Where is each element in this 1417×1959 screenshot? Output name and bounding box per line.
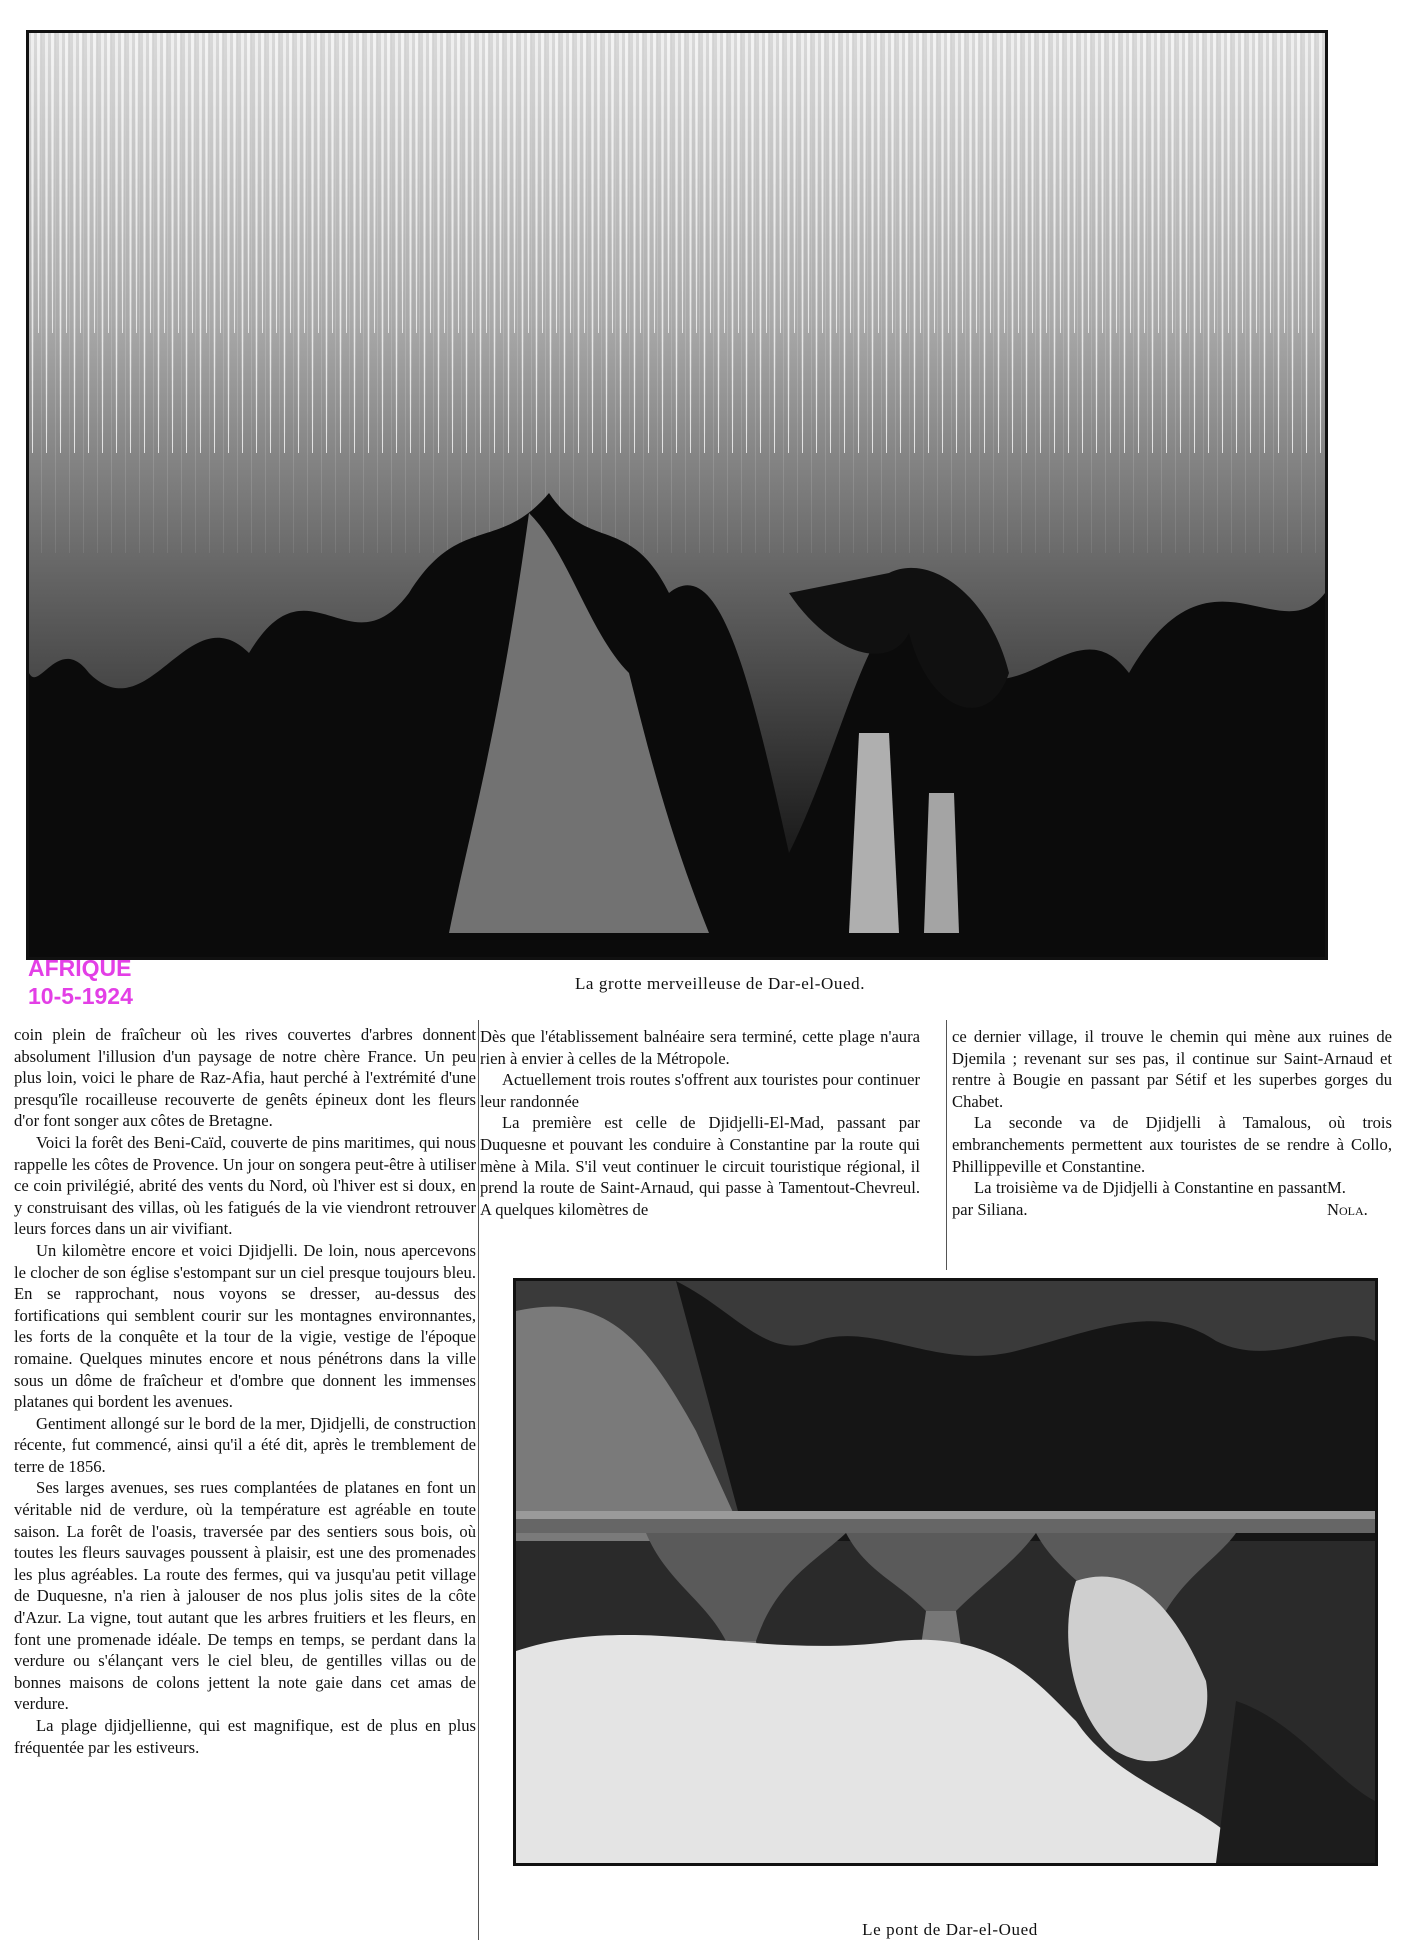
column-divider: [946, 1020, 947, 1270]
paragraph: coin plein de fraîcheur où les rives couvertes d'arbres donnent absolument l'illusion d'un paysage de notre chère France. Un peu plus loin, voici le phare de Raz-Afia, haut perché à l'extrémité d'une presqu'île rocailleuse recouverte de genêts épineux dont les fleurs d'or font songer aux côtes de Bretagne.: [14, 1025, 476, 1131]
cave-stalactites-image: [29, 33, 1325, 957]
paragraph: Actuellement trois routes s'offrent aux touristes pour continuer leur randonnée: [480, 1070, 920, 1111]
author-signature: M. Nola.: [1327, 1178, 1368, 1219]
bridge-photo: [513, 1278, 1378, 1866]
paragraph: La plage djidjellienne, qui est magnifique, est de plus en plus fréquentée par les estiveurs.: [14, 1716, 476, 1757]
paragraph: La troisième va de Djidjelli à Constantine en passant par Siliana.: [952, 1178, 1328, 1219]
cave-photo: [26, 30, 1328, 960]
paragraph: Voici la forêt des Beni-Caïd, couverte de pins maritimes, qui nous rappelle les côtes de Provence. Un jour on songera peut-être à utiliser ce coin privilégié, abrité des vents du Nord, où l'hiver est si doux, en y construisant des villas, où les fatigués de la vie viendront retrouver leurs forces dans un air vivifiant.: [14, 1132, 476, 1239]
column-divider: [478, 1020, 479, 1940]
archive-stamp-region: AFRIQUE: [28, 955, 132, 981]
paragraph: ce dernier village, il trouve le chemin qui mène aux ruines de Djemila ; revenant sur ses pas, il continue sur Saint-Arnaud et rentre à Bougie en passant par Sétif et les superbes gorges du Chabet.: [952, 1027, 1392, 1111]
cave-caption: La grotte merveilleuse de Dar-el-Oued.: [574, 974, 866, 993]
paragraph: Gentiment allongé sur le bord de la mer, Djidjelli, de construction récente, fut commencé, ainsi qu'il a été dit, après le tremblement de terre de 1856.: [14, 1413, 476, 1476]
bridge-caption: Le pont de Dar-el-Oued: [862, 1920, 1038, 1939]
paragraph: La première est celle de Djidjelli-El-Mad, passant par Duquesne et pouvant les conduire à Constantine par la route qui mène à Mila. S'il veut continuer le circuit touristique régional, il prend la route de Saint-Arnaud, qui passe à Tamentout-Chevreul. A quelques kilomètres de: [480, 1113, 920, 1219]
paragraph: Un kilomètre encore et voici Djidjelli. De loin, nous apercevons le clocher de son église s'estompant sur un ciel presque toujours bleu. En se rapprochant, nous voyons se dresser, au-dessus des fortifications qui semblent courir sur les montagnes environnantes, les forts de la conquête et la tour de la vigie, vestige de l'époque romaine. Quelques minutes encore et nous pénétrons dans la ville sous un dôme de fraîcheur et d'ombre que donnent les immenses platanes qui bordent les avenues.: [14, 1240, 476, 1412]
archive-stamp-date: 10-5-1924: [28, 983, 133, 1009]
article-column-3: [952, 1026, 1392, 1220]
article-column-2: [480, 1026, 920, 1220]
paragraph: Ses larges avenues, ses rues complantées de platanes en font un véritable nid de verdure, où la température est agréable en toute saison. La forêt de l'oasis, traversée par des sentiers sous bois, où toutes les fleurs sauvages poussent à plaisir, est une des promenades les plus agréables. La route des fermes, qui va jusqu'au petit village de Duquesne, n'a rien à jalouser de nos plus jolis sites de la côte d'Azur. La vigne, tout autant que les arbres fruitiers et les fleurs, en font une promenade idéale. De temps en temps, se perdant dans la verdure ou s'élançant vers le ciel bleu, de gentilles villas ou de bonnes maisons de colons jettent la note gaie dans cet amas de verdure.: [14, 1478, 476, 1714]
bridge-gorge-image: [516, 1281, 1375, 1863]
paragraph: Dès que l'établissement balnéaire sera terminé, cette plage n'aura rien à envier à celles de la Métropole.: [480, 1027, 920, 1068]
paragraph: La seconde va de Djidjelli à Tamalous, où trois embranchements permettent aux touristes de se rendre à Collo, Phillippeville et Constantine.: [952, 1113, 1392, 1176]
article-column-1: [14, 1024, 476, 1758]
closing-line: [952, 1177, 1392, 1220]
